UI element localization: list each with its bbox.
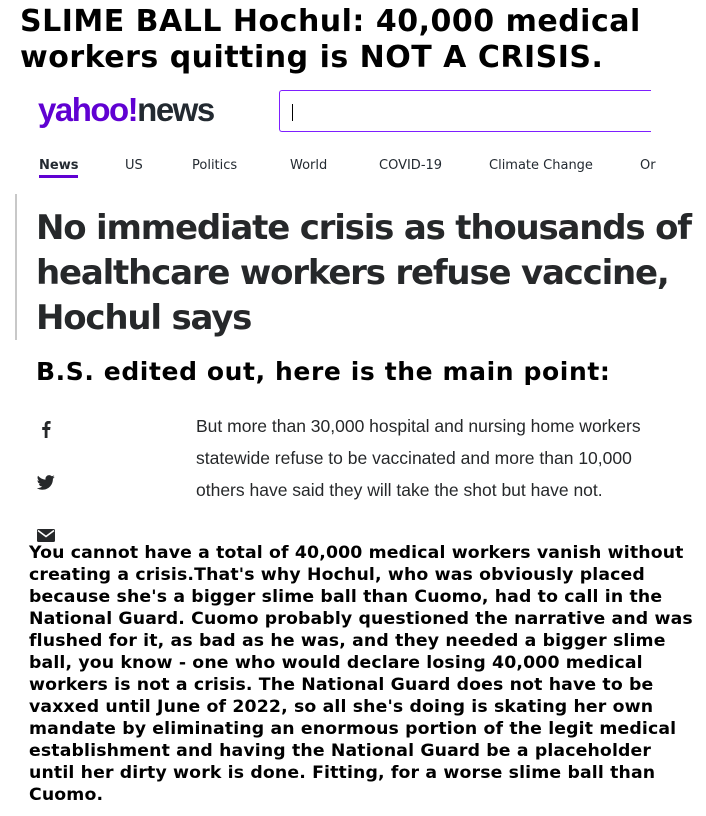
text-caret: [292, 104, 293, 121]
twitter-icon[interactable]: [36, 475, 56, 490]
nav-item-news[interactable]: News: [39, 158, 78, 178]
article-excerpt: But more than 30,000 hospital and nursing home workers statewide refuse to be vaccinated and more than 10,000 others have said they will take the shot but have not.: [196, 416, 641, 500]
commentary-text: You cannot have a total of 40,000 medical workers vanish without creating a crisis.That's why Hochul, who was obviously placed because she's a bigger slime ball than Cuomo, had to call in the National Guard. Cuomo probably questioned the narrative and was flushed for it, as bad as he was, and they needed a bigger slime ball, you know - one who would declare losing 40,000 medical workers is not a crisis. The National Guard does not have to be vaxxed until June of 2022, so all she's doing is skating her own mandate by eliminating an enormous portion of the legit medical establishment and having the National Guard be a placeholder until her dirty work is done. Fitting, for a worse slime ball than Cuomo.: [29, 543, 693, 805]
nav-item-politics[interactable]: Politics: [192, 158, 238, 173]
top-nav: [0, 158, 706, 182]
nav-item-more-truncated[interactable]: Or: [640, 158, 656, 173]
edited-note: B.S. edited out, here is the main point:: [36, 357, 611, 386]
logo-yahoo: yahoo!: [38, 91, 138, 128]
facebook-icon[interactable]: [36, 420, 56, 438]
article-divider: [15, 194, 17, 340]
nav-item-world[interactable]: World: [290, 158, 328, 173]
logo-news: news: [137, 91, 214, 128]
mail-icon[interactable]: [36, 529, 56, 542]
nav-item-covid19[interactable]: COVID-19: [379, 158, 443, 173]
nav-item-us[interactable]: US: [125, 158, 143, 173]
article-title: No immediate crisis as thousands of healthcare workers refuse vaccine, Hochul says: [36, 208, 691, 338]
post-title: SLIME BALL Hochul: 40,000 medical workers quitting is NOT A CRISIS.: [20, 4, 641, 75]
search-input[interactable]: [279, 90, 651, 132]
nav-item-climate-change[interactable]: Climate Change: [489, 158, 593, 173]
yahoo-news-logo[interactable]: [38, 90, 214, 130]
